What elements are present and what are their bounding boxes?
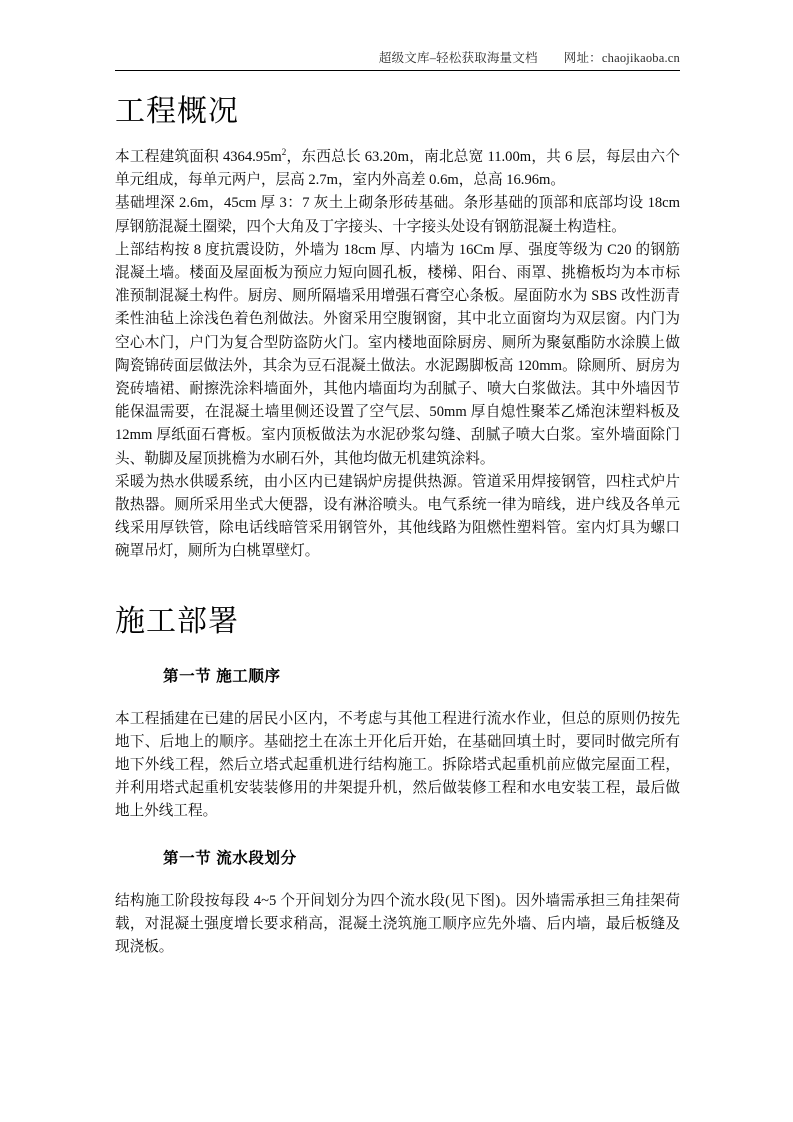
paragraph-heating-electrical: 采暖为热水供暖系统，由小区内已建锅炉房提供热源。管道采用焊接钢管，四柱式炉片散热器。厕所采用坐式大便器，设有淋浴喷头。电气系统一律为暗线，进户线及各单元线采用厚铁管，除电话线暗管采用钢管外，其他线路为阻燃性塑料管。室内灯具为螺口碗罩吊灯，厕所为白桃罩壁灯。: [115, 473, 680, 560]
heading-section-flow-segmentation: 第一节 流水段划分: [163, 849, 297, 867]
header-brand: 超级文库–轻松获取海量文档: [378, 51, 538, 65]
header-site-url: chaojikaoba.cn: [601, 51, 680, 65]
paragraph-construction-sequence: 本工程插建在已建的居民小区内，不考虑与其他工程进行流水作业，但总的原则仍按先地下、后地上的顺序。基础挖土在冻土开化后开始，在基础回填土时，要同时做完所有地下外线工程，然后立塔式起重机进行结构施工。拆除塔式起重机前应做完屋面工程，并利用塔式起重机安装装修用的井架提升机，然后做装修工程和水电安装工程，最后做地上外线工程。: [115, 710, 680, 820]
heading-section-construction-sequence: 第一节 施工顺序: [163, 667, 281, 685]
paragraph-foundation: 基础埋深 2.6m，45cm 厚 3：7 灰土上砌条形砖基础。条形基础的顶部和底部均设 18cm 厚钢筋混凝土圈梁，四个大角及丁字接头、十字接头处设有钢筋混凝土构造柱。: [115, 195, 680, 235]
header-text-line: [115, 50, 680, 70]
heading-project-overview: 工程概况: [115, 95, 239, 128]
header-site-label: 网址：: [563, 51, 602, 65]
paragraph-building-metrics: [115, 146, 680, 192]
header-divider-rule: [115, 70, 680, 71]
paragraph-flow-segmentation: 结构施工阶段按每段 4~5 个开间划分为四个流水段(见下图)。因外墙需承担三角挂架荷载，对混凝土强度增长要求稍高，混凝土浇筑施工顺序应先外墙、后内墙，最后板缝及现浇板。: [115, 892, 680, 956]
document-body: [115, 92, 680, 959]
page-header: [115, 50, 680, 71]
paragraph-text: 本工程建筑面积 $4364.95m^2$，东西总长 63.20m，南北总宽 11.00m，共 6 层，每层由六个单元组成，每单元两户，层高 2.7m，室内外高差 0.6m，总高 16.96m。: [115, 147, 680, 189]
heading-construction-deployment: 施工部署: [115, 604, 239, 638]
paragraph-superstructure: 上部结构按 8 度抗震设防，外墙为 18cm 厚、内墙为 16Cm 厚、强度等级为 C20 的钢筋混凝土墙。楼面及屋面板为预应力短向圆孔板，楼梯、阳台、雨罩、挑檐板均为本市标准预制混凝土构件。厨房、厕所隔墙采用增强石膏空心条板。屋面防水为 SBS 改性沥青柔性油毡上涂浅色着色剂做法。外窗采用空腹钢窗，其中北立面窗均为双层窗。内门为空心木门，户门为复合型防盗防火门。室内楼地面除厨房、厕所为聚氨酯防水涂膜上做陶瓷锦砖面层做法外，其余为豆石混凝土做法。水泥踢脚板高 120mm。除厕所、厨房为瓷砖墙裙、耐擦洗涂料墙面外，其他内墙面均为刮腻子、喷大白浆做法。其中外墙因节能保温需要，在混凝土墙里侧还设置了空气层、50mm 厚自熄性聚苯乙烯泡沫塑料板及 12mm 厚纸面石膏板。室内顶板做法为水泥砂浆勾缝、刮腻子喷大白浆。室外墙面除门头、勒脚及屋顶挑檐为水刷石外，其他均做无机建筑涂料。: [115, 241, 680, 467]
